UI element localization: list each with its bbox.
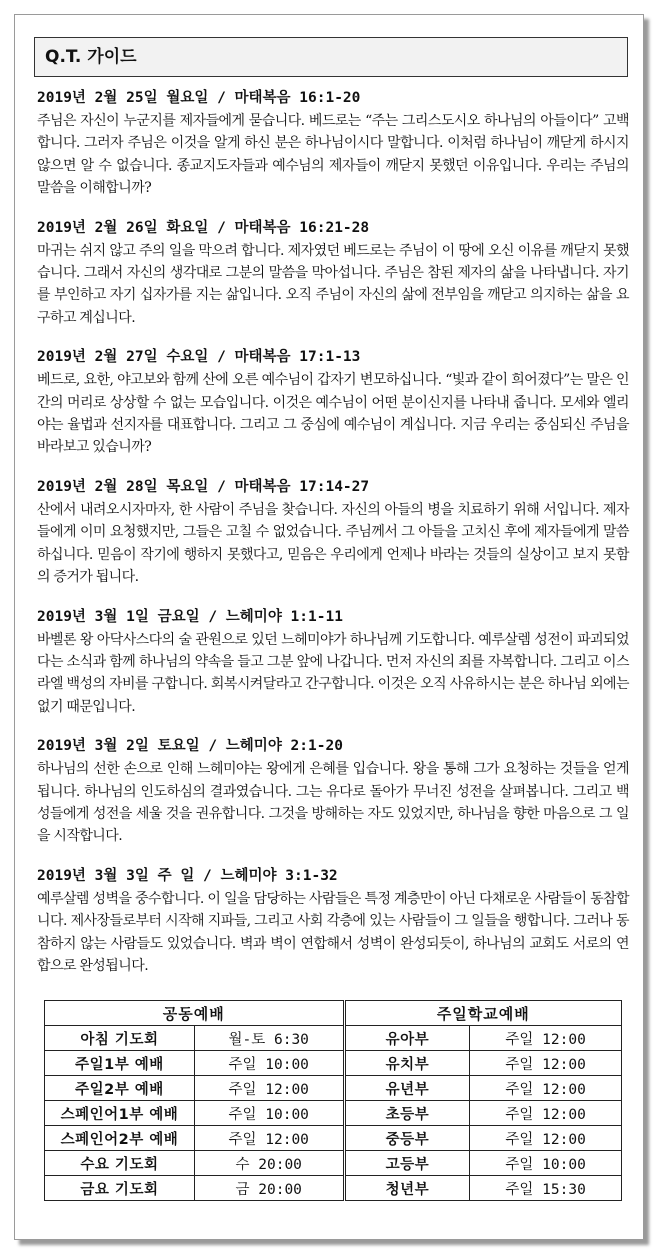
sunday-school-header: 주일학교예배 [344, 1001, 621, 1026]
department-name: 초등부 [344, 1101, 470, 1126]
congregational-worship-header: 공동예배 [45, 1001, 345, 1026]
service-name: 아침 기도회 [45, 1026, 195, 1051]
department-time: 주일 12:00 [470, 1101, 622, 1126]
table-row [45, 1076, 622, 1101]
entry-title: 2019년 3월 2일 토요일 / 느헤미야 2:1-20 [37, 738, 343, 755]
entry-body: 산에서 내려오시자마자, 한 사람이 주님을 찾습니다. 자신의 아들의 병을 치료하기 위해 서입니다. 제자들에게 이미 요청했지만, 그들은 고칠 수 없었습니다. 주님께서 그 아들을 고치신 후에 제자들에게 말씀하십니다. 믿음이 작기에 행하지 못했다고, 믿음은 우리에게 언제나 바라는 것들의 실상이고 보지 못함의 증거가 됩니다. [37, 501, 629, 586]
table-row [45, 1101, 622, 1126]
schedule-header-row [45, 1001, 622, 1026]
service-name: 금요 기도회 [45, 1176, 195, 1201]
devotional-list [37, 87, 629, 994]
worship-schedule-table [44, 1000, 622, 1201]
entry-title: 2019년 2월 27일 수요일 / 마태복음 17:1-13 [37, 349, 361, 366]
table-row [45, 1026, 622, 1051]
qt-guide-heading: Q.T. 가이드 [34, 37, 628, 77]
entry-body: 마귀는 쉬지 않고 주의 일을 막으려 합니다. 제자였던 베드로는 주님이 이 땅에 오신 이유를 깨닫지 못했습니다. 그래서 자신의 생각대로 그분의 말씀을 막아섭니다. 주님은 참된 제자의 삶을 나타냅니다. 자기를 부인하고 자기 십자가를 지는 삶입니다. 오직 주님이 자신의 삶에 전부임을 깨닫고 의지하는 삶을 요구하고 계십니다. [37, 242, 629, 326]
devotional-entry [37, 87, 629, 200]
service-time: 금 20:00 [194, 1176, 344, 1201]
entry-title: 2019년 2월 28일 목요일 / 마태복음 17:14-27 [37, 478, 370, 495]
department-time: 주일 12:00 [470, 1026, 622, 1051]
entry-title: 2019년 2월 26일 화요일 / 마태복음 16:21-28 [37, 219, 370, 236]
devotional-entry [37, 346, 629, 459]
department-name: 중등부 [344, 1126, 470, 1151]
table-row [45, 1151, 622, 1176]
department-time: 주일 12:00 [470, 1076, 622, 1101]
table-row [45, 1176, 622, 1201]
department-name: 유아부 [344, 1026, 470, 1051]
service-name: 스페인어1부 예배 [45, 1101, 195, 1126]
entry-title: 2019년 2월 25일 월요일 / 마태복음 16:1-20 [37, 90, 361, 106]
bulletin-page [14, 14, 644, 1240]
devotional-entry [37, 476, 629, 589]
devotional-entry [37, 735, 629, 848]
service-time: 월-토 6:30 [194, 1026, 344, 1051]
entry-body: 주님은 자신이 누군지를 제자들에게 묻습니다. 베드로는 “주는 그리스도시오 하나님의 아들이다” 고백합니다. 그러자 주님은 이것을 알게 하신 분은 하나님이시다 말합니다. 이처럼 하나님이 깨닫게 하시지 않으면 알 수 없습니다. 종교지도자들과 예수님의 제자들이 깨닫지 못했던 이유입니다. 우리는 주님의 말씀을 이해합니까? [37, 113, 629, 197]
department-name: 청년부 [344, 1176, 470, 1201]
service-time: 주일 10:00 [194, 1051, 344, 1076]
table-row [45, 1051, 622, 1076]
service-time: 수 20:00 [194, 1151, 344, 1176]
service-time: 주일 12:00 [194, 1126, 344, 1151]
department-time: 주일 15:30 [470, 1176, 622, 1201]
department-time: 주일 12:00 [470, 1051, 622, 1076]
entry-body: 예루살렘 성벽을 중수합니다. 이 일을 담당하는 사람들은 특정 계층만이 아닌 다채로운 사람들이 동참합니다. 제사장들로부터 시작해 지파들, 그리고 사회 각층에 있는 사람들이 그 일들을 행합니다. 그러나 동참하지 않는 사람들도 있었습니다. 벽과 벽이 연합해서 성벽이 완성되듯이, 하나님의 교회도 서로의 연합으로 완성됩니다. [37, 890, 629, 974]
service-name: 수요 기도회 [45, 1151, 195, 1176]
service-name: 스페인어2부 예배 [45, 1126, 195, 1151]
entry-body: 베드로, 요한, 야고보와 함께 산에 오른 예수님이 갑자기 변모하십니다. “빛과 같이 희어졌다”는 말은 인간의 머리로 상상할 수 없는 모습입니다. 이것은 예수님이 어떤 분이신지를 나타내 줍니다. 모세와 엘리야는 율법과 선지자를 대표합니다. 그리고 그 중심에 예수님이 계십니다. 지금 우리는 중심되신 주님을 바라보고 있습니까? [37, 372, 629, 456]
devotional-entry [37, 606, 629, 719]
entry-body: 바벨론 왕 아닥사스다의 술 관원으로 있던 느헤미야가 하나님께 기도합니다. 예루살렘 성전이 파괴되었다는 소식과 함께 하나님의 약속을 들고 그분 앞에 나갑니다. 먼저 자신의 죄를 자복합니다. 그리고 이스라엘 백성의 자비를 구합니다. 회복시켜달라고 간구합니다. 이것은 오직 사유하시는 분은 하나님 외에는 없기 때문입니다. [37, 631, 629, 715]
service-time: 주일 10:00 [194, 1101, 344, 1126]
entry-title: 2019년 3월 1일 금요일 / 느헤미야 1:1-11 [37, 608, 343, 625]
table-row [45, 1126, 622, 1151]
department-name: 유년부 [344, 1076, 470, 1101]
entry-title: 2019년 3월 3일 주 일 / 느헤미야 3:1-32 [37, 867, 338, 884]
department-time: 주일 10:00 [470, 1151, 622, 1176]
entry-body: 하나님의 선한 손으로 인해 느헤미야는 왕에게 은혜를 입습니다. 왕을 통해 그가 요청하는 것들을 얻게 됩니다. 하나님의 인도하심의 결과였습니다. 그는 유다로 돌아가 무너진 성전을 살펴봅니다. 그리고 백성들에게 성전을 세울 것을 권유합니다. 그것을 방해하는 자도 있었지만, 하나님을 향한 마음으로 그 일을 시작합니다. [37, 761, 629, 845]
devotional-entry [37, 865, 629, 978]
service-time: 주일 12:00 [194, 1076, 344, 1101]
department-time: 주일 12:00 [470, 1126, 622, 1151]
service-name: 주일2부 예배 [45, 1076, 195, 1101]
service-name: 주일1부 예배 [45, 1051, 195, 1076]
department-name: 고등부 [344, 1151, 470, 1176]
devotional-entry [37, 217, 629, 330]
department-name: 유치부 [344, 1051, 470, 1076]
